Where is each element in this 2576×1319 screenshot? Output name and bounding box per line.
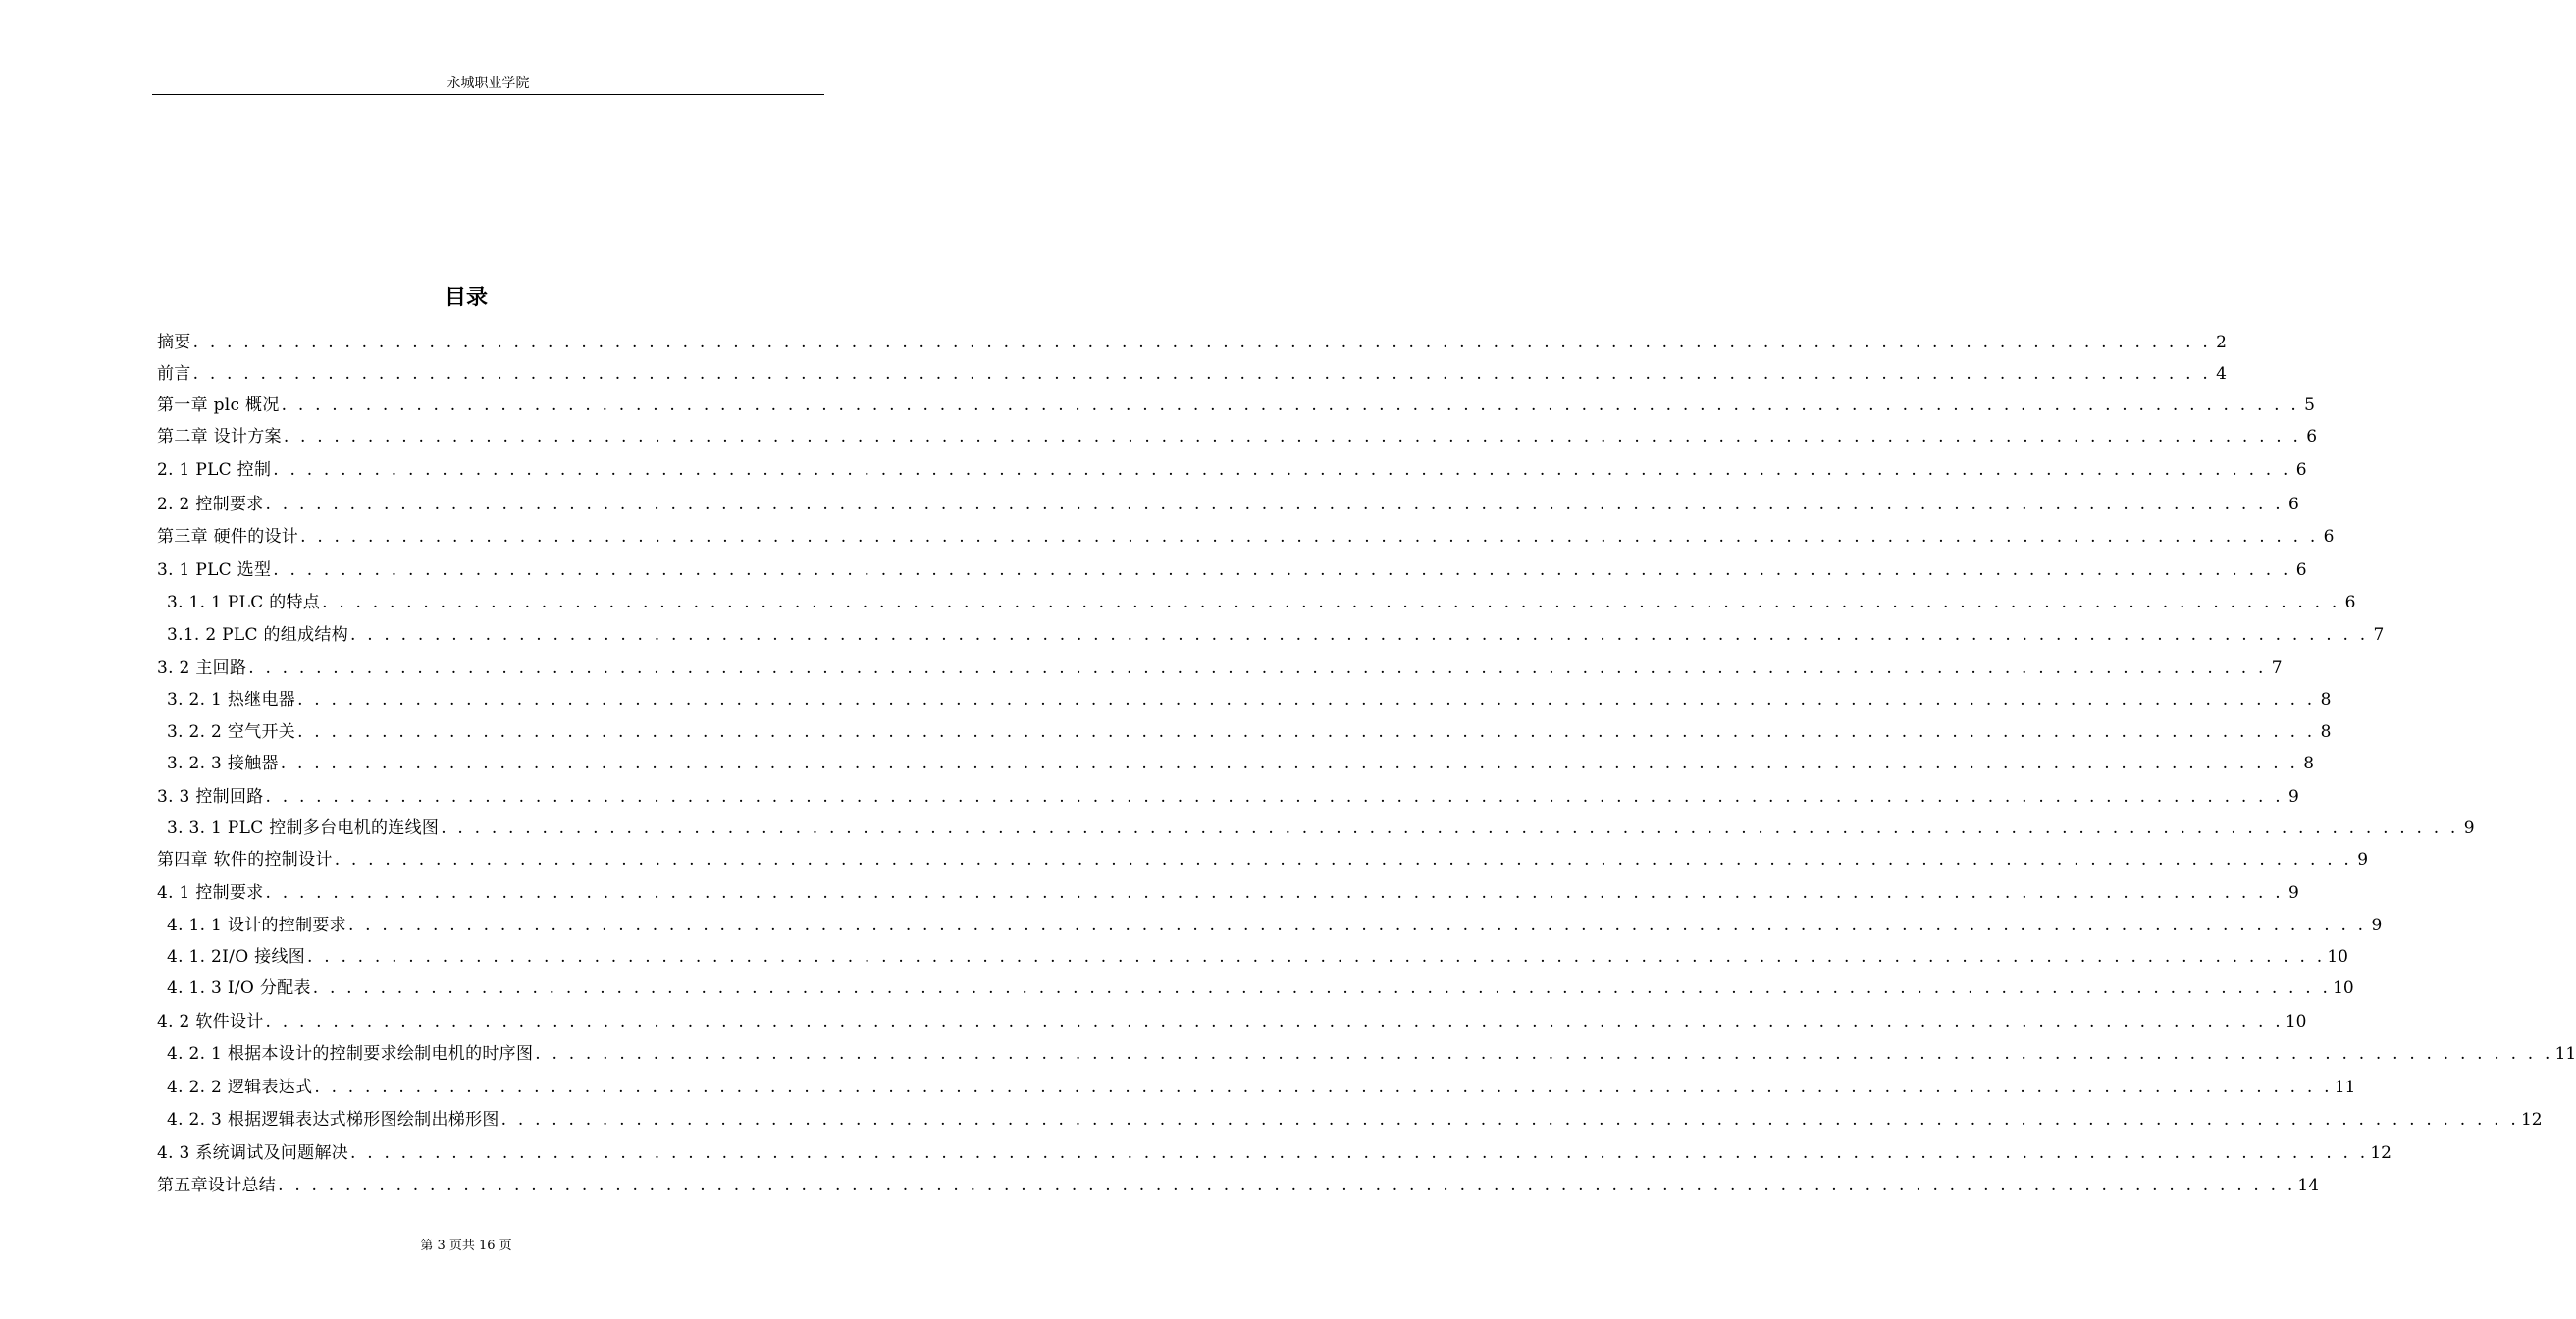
toc-entry[interactable] <box>157 1171 2320 1196</box>
toc-dot-leader: . . . . . . . . . . . . . . . . . . . . . . . . . . . . . . . . . . . . . . . . . . . . . . . . . . . . . . . . . . . . . . . . . . . . . . . . . . . . . . . . . . . . . . . . . . . . . . . . . . . . . . . . . . . . . . . . . . . . . . . . <box>265 495 2284 514</box>
toc-dot-leader: . . . . . . . . . . . . . . . . . . . . . . . . . . . . . . . . . . . . . . . . . . . . . . . . . . . . . . . . . . . . . . . . . . . . . . . . . . . . . . . . . . . . . . . . . . . . . . . . . . . . . . . . . . . . . . . . . . . . . . . . <box>192 333 2211 352</box>
toc-entry[interactable] <box>157 1138 2392 1164</box>
toc-entry[interactable] <box>157 654 2283 679</box>
toc-dot-leader: . . . . . . . . . . . . . . . . . . . . . . . . . . . . . . . . . . . . . . . . . . . . . . . . . . . . . . . . . . . . . . . . . . . . . . . . . . . . . . . . . . . . . . . . . . . . . . . . . . . . . . . . . . . . . . . . . . . . . . . . <box>280 754 2299 773</box>
toc-entry[interactable] <box>157 878 2299 904</box>
toc-entry[interactable] <box>167 1039 2576 1065</box>
toc-entry-label: 4. 2. 3 根据逻辑表达式梯形图绘制出梯形图 <box>167 1110 499 1130</box>
toc-entry-label: 第一章 plc 概况 <box>157 396 280 415</box>
toc-dot-leader: . . . . . . . . . . . . . . . . . . . . . . . . . . . . . . . . . . . . . . . . . . . . . . . . . . . . . . . . . . . . . . . . . . . . . . . . . . . . . . . . . . . . . . . . . . . . . . . . . . . . . . . . . . . . . . . . . . . . . . . . <box>297 690 2316 710</box>
toc-entry[interactable] <box>157 845 2369 871</box>
toc-entry-label: 4. 2 软件设计 <box>157 1012 264 1031</box>
toc-entry-page-number: 9 <box>2463 818 2475 838</box>
toc-entry-label: 3.1. 2 PLC 的组成结构 <box>167 625 349 645</box>
toc-entry-page-number: 10 <box>2333 978 2354 998</box>
toc-entry-page-number: 9 <box>2288 787 2299 807</box>
toc-dot-leader: . . . . . . . . . . . . . . . . . . . . . . . . . . . . . . . . . . . . . . . . . . . . . . . . . . . . . . . . . . . . . . . . . . . . . . . . . . . . . . . . . . . . . . . . . . . . . . . . . . . . . . . . . . . . . . . . . . . . . . . . <box>265 787 2284 807</box>
toc-entry[interactable] <box>157 422 2318 448</box>
toc-dot-leader: . . . . . . . . . . . . . . . . . . . . . . . . . . . . . . . . . . . . . . . . . . . . . . . . . . . . . . . . . . . . . . . . . . . . . . . . . . . . . . . . . . . . . . . . . . . . . . . . . . . . . . . . . . . . . . . . . . . . . . . . <box>500 1110 2519 1130</box>
toc-entry-label: 3. 3 控制回路 <box>157 787 264 807</box>
toc-entry-page-number: 6 <box>2306 427 2318 447</box>
toc-dot-leader: . . . . . . . . . . . . . . . . . . . . . . . . . . . . . . . . . . . . . . . . . . . . . . . . . . . . . . . . . . . . . . . . . . . . . . . . . . . . . . . . . . . . . . . . . . . . . . . . . . . . . . . . . . . . . . . . . . . . . . . . <box>192 364 2211 384</box>
toc-entry-page-number: 8 <box>2303 754 2315 773</box>
toc-dot-leader: . . . . . . . . . . . . . . . . . . . . . . . . . . . . . . . . . . . . . . . . . . . . . . . . . . . . . . . . . . . . . . . . . . . . . . . . . . . . . . . . . . . . . . . . . . . . . . . . . . . . . . . . . . . . . . . . . . . . . . . . <box>265 1012 2284 1031</box>
toc-entry-page-number: 9 <box>2371 916 2383 935</box>
toc-entry-label: 4. 2. 1 根据本设计的控制要求绘制电机的时序图 <box>167 1044 534 1064</box>
toc-entry-page-number: 11 <box>2554 1044 2576 1064</box>
toc-entry-page-number: 6 <box>2288 495 2299 514</box>
toc-dot-leader: . . . . . . . . . . . . . . . . . . . . . . . . . . . . . . . . . . . . . . . . . . . . . . . . . . . . . . . . . . . . . . . . . . . . . . . . . . . . . . . . . . . . . . . . . . . . . . . . . . . . . . . . . . . . . . . . . . . . . . . . <box>297 722 2316 742</box>
toc-entry-label: 3. 2. 1 热继电器 <box>167 690 296 710</box>
toc-entry[interactable] <box>167 717 2332 743</box>
toc-entry-page-number: 8 <box>2320 722 2332 742</box>
toc-entry-label: 第五章设计总结 <box>157 1176 277 1195</box>
toc-entry-label: 第二章 设计方案 <box>157 427 282 447</box>
toc-entry-page-number: 10 <box>2327 947 2348 967</box>
toc-entry[interactable] <box>157 1007 2307 1032</box>
toc-entry[interactable] <box>167 588 2356 613</box>
toc-entry[interactable] <box>157 391 2315 416</box>
toc-entry-page-number: 6 <box>2323 527 2335 547</box>
toc-entry-page-number: 7 <box>2271 659 2283 678</box>
toc-entry-label: 3. 3. 1 PLC 控制多台电机的连线图 <box>167 818 440 838</box>
toc-entry-label: 3. 2. 2 空气开关 <box>167 722 296 742</box>
toc-entry-label: 3. 2. 3 接触器 <box>167 754 279 773</box>
toc-dot-leader: . . . . . . . . . . . . . . . . . . . . . . . . . . . . . . . . . . . . . . . . . . . . . . . . . . . . . . . . . . . . . . . . . . . . . . . . . . . . . . . . . . . . . . . . . . . . . . . . . . . . . . . . . . . . . . . . . . . . . . . . <box>281 396 2299 415</box>
toc-entry-label: 第三章 硬件的设计 <box>157 527 299 547</box>
toc-entry[interactable] <box>157 490 2299 515</box>
toc-entry-label: 摘要 <box>157 333 191 352</box>
toc-entry-label: 2. 1 PLC 控制 <box>157 460 272 480</box>
toc-entry-label: 4. 1 控制要求 <box>157 883 264 903</box>
toc-entry-label: 3. 2 主回路 <box>157 659 247 678</box>
toc-entry-label: 4. 3 系统调试及问题解决 <box>157 1143 349 1163</box>
toc-entry[interactable] <box>157 455 2307 481</box>
toc-dot-leader: . . . . . . . . . . . . . . . . . . . . . . . . . . . . . . . . . . . . . . . . . . . . . . . . . . . . . . . . . . . . . . . . . . . . . . . . . . . . . . . . . . . . . . . . . . . . . . . . . . . . . . . . . . . . . . . . . . . . . . . . <box>273 560 2291 580</box>
toc-entry[interactable] <box>167 942 2348 968</box>
toc-entry-label: 前言 <box>157 364 191 384</box>
toc-dot-leader: . . . . . . . . . . . . . . . . . . . . . . . . . . . . . . . . . . . . . . . . . . . . . . . . . . . . . . . . . . . . . . . . . . . . . . . . . . . . . . . . . . . . . . . . . . . . . . . . . . . . . . . . . . . . . . . . . . . . . . . . <box>283 427 2302 447</box>
toc-entry-page-number: 5 <box>2304 396 2315 415</box>
toc-entry-label: 3. 1 PLC 选型 <box>157 560 272 580</box>
toc-entry-label: 4. 1. 1 设计的控制要求 <box>167 916 346 935</box>
toc-entry-label: 2. 2 控制要求 <box>157 495 264 514</box>
toc-entry[interactable] <box>167 974 2354 999</box>
toc-entry[interactable] <box>157 782 2299 808</box>
toc-entry-page-number: 10 <box>2285 1012 2307 1031</box>
toc-entry[interactable] <box>167 1073 2356 1098</box>
toc-entry[interactable] <box>157 522 2335 548</box>
toc-dot-leader: . . . . . . . . . . . . . . . . . . . . . . . . . . . . . . . . . . . . . . . . . . . . . . . . . . . . . . . . . . . . . . . . . . . . . . . . . . . . . . . . . . . . . . . . . . . . . . . . . . . . . . . . . . . . . . . . . . . . . . . . <box>334 850 2353 870</box>
toc-entry[interactable] <box>167 911 2383 936</box>
page-header: 永城职业学院 <box>447 76 530 91</box>
toc-entry-page-number: 9 <box>2357 850 2369 870</box>
toc-entry[interactable] <box>167 620 2385 646</box>
toc-dot-leader: . . . . . . . . . . . . . . . . . . . . . . . . . . . . . . . . . . . . . . . . . . . . . . . . . . . . . . . . . . . . . . . . . . . . . . . . . . . . . . . . . . . . . . . . . . . . . . . . . . . . . . . . . . . . . . . . . . . . . . . . <box>350 1143 2369 1163</box>
toc-entry[interactable] <box>167 685 2332 711</box>
toc-dot-leader: . . . . . . . . . . . . . . . . . . . . . . . . . . . . . . . . . . . . . . . . . . . . . . . . . . . . . . . . . . . . . . . . . . . . . . . . . . . . . . . . . . . . . . . . . . . . . . . . . . . . . . . . . . . . . . . . . . . . . . . . <box>441 818 2459 838</box>
toc-entry-page-number: 7 <box>2373 625 2385 645</box>
toc-entry[interactable] <box>157 359 2227 385</box>
toc-dot-leader: . . . . . . . . . . . . . . . . . . . . . . . . . . . . . . . . . . . . . . . . . . . . . . . . . . . . . . . . . . . . . . . . . . . . . . . . . . . . . . . . . . . . . . . . . . . . . . . . . . . . . . . . . . . . . . . . . . . . . . . . <box>535 1044 2553 1064</box>
toc-entry-label: 4. 1. 3 I/O 分配表 <box>167 978 311 998</box>
toc-entry-page-number: 2 <box>2216 333 2227 352</box>
toc-dot-leader: . . . . . . . . . . . . . . . . . . . . . . . . . . . . . . . . . . . . . . . . . . . . . . . . . . . . . . . . . . . . . . . . . . . . . . . . . . . . . . . . . . . . . . . . . . . . . . . . . . . . . . . . . . . . . . . . . . . . . . . . <box>350 625 2369 645</box>
toc-entry-page-number: 6 <box>2295 560 2307 580</box>
toc-entry[interactable] <box>167 749 2315 774</box>
toc-dot-leader: . . . . . . . . . . . . . . . . . . . . . . . . . . . . . . . . . . . . . . . . . . . . . . . . . . . . . . . . . . . . . . . . . . . . . . . . . . . . . . . . . . . . . . . . . . . . . . . . . . . . . . . . . . . . . . . . . . . . . . . . <box>314 1078 2333 1097</box>
toc-entry-page-number: 11 <box>2334 1078 2356 1097</box>
toc-entry-label: 3. 1. 1 PLC 的特点 <box>167 593 321 612</box>
toc-entry-page-number: 6 <box>2295 460 2307 480</box>
toc-entry-label: 4. 2. 2 逻辑表达式 <box>167 1078 313 1097</box>
toc-dot-leader: . . . . . . . . . . . . . . . . . . . . . . . . . . . . . . . . . . . . . . . . . . . . . . . . . . . . . . . . . . . . . . . . . . . . . . . . . . . . . . . . . . . . . . . . . . . . . . . . . . . . . . . . . . . . . . . . . . . . . . . . <box>322 593 2340 612</box>
toc-entry-page-number: 9 <box>2288 883 2299 903</box>
toc-entry-page-number: 12 <box>2520 1110 2543 1130</box>
toc-dot-leader: . . . . . . . . . . . . . . . . . . . . . . . . . . . . . . . . . . . . . . . . . . . . . . . . . . . . . . . . . . . . . . . . . . . . . . . . . . . . . . . . . . . . . . . . . . . . . . . . . . . . . . . . . . . . . . . . . . . . . . . . <box>312 978 2332 998</box>
toc-entry[interactable] <box>167 1105 2543 1131</box>
toc-dot-leader: . . . . . . . . . . . . . . . . . . . . . . . . . . . . . . . . . . . . . . . . . . . . . . . . . . . . . . . . . . . . . . . . . . . . . . . . . . . . . . . . . . . . . . . . . . . . . . . . . . . . . . . . . . . . . . . . . . . . . . . . <box>278 1176 2296 1195</box>
toc-dot-leader: . . . . . . . . . . . . . . . . . . . . . . . . . . . . . . . . . . . . . . . . . . . . . . . . . . . . . . . . . . . . . . . . . . . . . . . . . . . . . . . . . . . . . . . . . . . . . . . . . . . . . . . . . . . . . . . . . . . . . . . . <box>347 916 2367 935</box>
toc-title: 目录 <box>444 286 488 310</box>
toc-entry[interactable] <box>157 328 2227 353</box>
toc-dot-leader: . . . . . . . . . . . . . . . . . . . . . . . . . . . . . . . . . . . . . . . . . . . . . . . . . . . . . . . . . . . . . . . . . . . . . . . . . . . . . . . . . . . . . . . . . . . . . . . . . . . . . . . . . . . . . . . . . . . . . . . . <box>273 460 2291 480</box>
page-footer: 第 3 页共 16 页 <box>420 1239 512 1253</box>
toc-dot-leader: . . . . . . . . . . . . . . . . . . . . . . . . . . . . . . . . . . . . . . . . . . . . . . . . . . . . . . . . . . . . . . . . . . . . . . . . . . . . . . . . . . . . . . . . . . . . . . . . . . . . . . . . . . . . . . . . . . . . . . . . <box>248 659 2267 678</box>
toc-entry-label: 4. 1. 2I/O 接线图 <box>167 947 306 967</box>
toc-entry-page-number: 4 <box>2216 364 2227 384</box>
toc-entry-page-number: 6 <box>2344 593 2356 612</box>
toc-dot-leader: . . . . . . . . . . . . . . . . . . . . . . . . . . . . . . . . . . . . . . . . . . . . . . . . . . . . . . . . . . . . . . . . . . . . . . . . . . . . . . . . . . . . . . . . . . . . . . . . . . . . . . . . . . . . . . . . . . . . . . . . <box>307 947 2326 967</box>
toc-entry[interactable] <box>157 555 2307 581</box>
toc-dot-leader: . . . . . . . . . . . . . . . . . . . . . . . . . . . . . . . . . . . . . . . . . . . . . . . . . . . . . . . . . . . . . . . . . . . . . . . . . . . . . . . . . . . . . . . . . . . . . . . . . . . . . . . . . . . . . . . . . . . . . . . . <box>300 527 2319 547</box>
toc-entry-page-number: 14 <box>2297 1176 2320 1195</box>
toc-entry-page-number: 8 <box>2320 690 2332 710</box>
toc-entry-label: 第四章 软件的控制设计 <box>157 850 333 870</box>
toc-entry[interactable] <box>167 814 2475 839</box>
toc-dot-leader: . . . . . . . . . . . . . . . . . . . . . . . . . . . . . . . . . . . . . . . . . . . . . . . . . . . . . . . . . . . . . . . . . . . . . . . . . . . . . . . . . . . . . . . . . . . . . . . . . . . . . . . . . . . . . . . . . . . . . . . . <box>265 883 2284 903</box>
toc-entry-page-number: 12 <box>2370 1143 2392 1163</box>
